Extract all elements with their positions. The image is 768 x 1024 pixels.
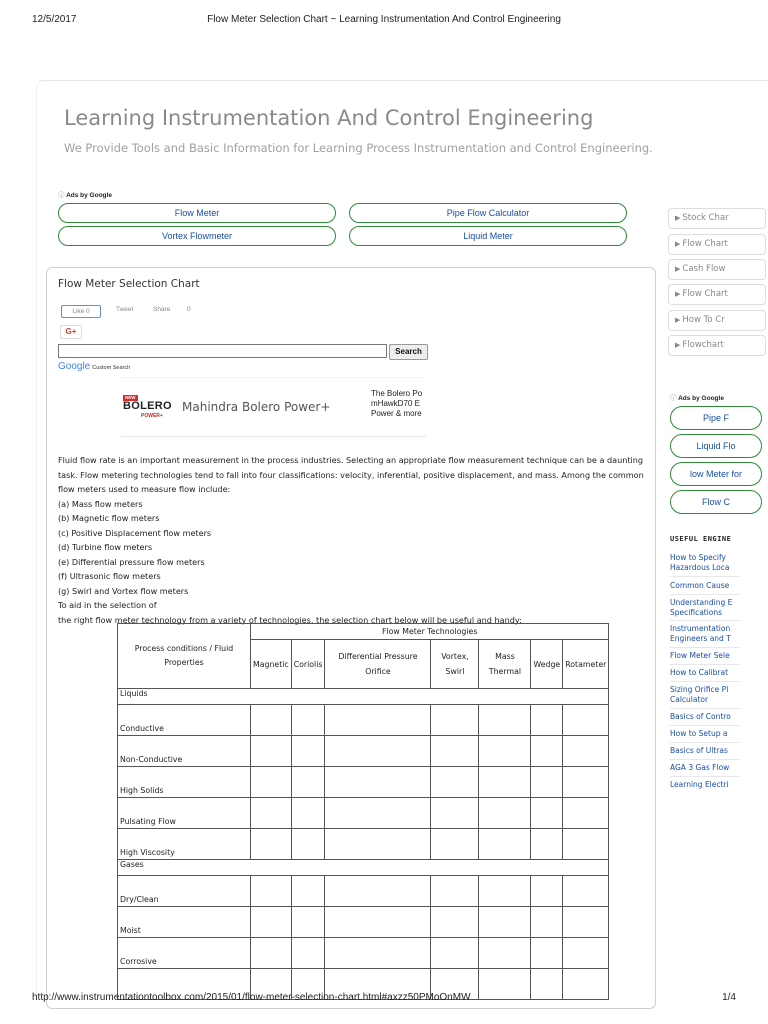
google-logo-icon: Google bbox=[58, 361, 91, 372]
divider bbox=[670, 759, 740, 760]
print-page-title: Flow Meter Selection Chart ~ Learning Instrumentation And Control Engineering bbox=[207, 14, 561, 25]
condition-cell: Pulsating Flow bbox=[118, 798, 251, 829]
ad-body-line: mHawkD70 E bbox=[371, 399, 420, 408]
sidebar-ad-link-4[interactable]: Flow C bbox=[670, 490, 762, 514]
sidebar-ad-link-1[interactable]: Pipe F bbox=[670, 406, 762, 430]
useful-link-line: Instrumentation bbox=[670, 624, 731, 633]
divider bbox=[670, 576, 740, 577]
divider bbox=[670, 776, 740, 777]
ad-new-badge: NEW bbox=[125, 395, 136, 400]
print-url: http://www.instrumentationtoolbox.com/2015/01/flow-meter-selection-chart.html#axzz50PMoOnMW bbox=[32, 992, 471, 1003]
search-input[interactable] bbox=[58, 344, 387, 358]
useful-engineering-heading: USEFUL ENGINE bbox=[670, 535, 732, 543]
ad-logo-sub: POWER+ bbox=[141, 413, 163, 419]
useful-link[interactable] bbox=[670, 598, 740, 618]
table-row bbox=[118, 907, 609, 938]
ad-info-icon: ⓘ bbox=[58, 192, 65, 199]
ad-link-liquid-meter[interactable]: Liquid Meter bbox=[349, 226, 627, 246]
ad-logo-brand: BOLERO bbox=[123, 400, 172, 412]
google-custom-search-logo bbox=[58, 361, 130, 372]
divider bbox=[670, 664, 740, 665]
sidebar-link-label: Stock Char bbox=[682, 213, 729, 223]
condition-cell: High Viscosity bbox=[118, 829, 251, 860]
useful-link-line: Basics of Contro bbox=[670, 712, 731, 721]
table-row bbox=[118, 938, 609, 969]
blog-description: We Provide Tools and Basic Information for Learning Process Instrumentation and Control Engineering. bbox=[64, 141, 653, 155]
condition-cell: Conductive bbox=[118, 705, 251, 736]
useful-link[interactable] bbox=[670, 553, 740, 573]
ads-label-text: Ads by Google bbox=[66, 192, 112, 199]
useful-link-line: Flow Meter Sele bbox=[670, 651, 730, 660]
useful-link[interactable] bbox=[670, 712, 740, 722]
table-corner-header: Process conditions / Fluid Properties bbox=[118, 624, 251, 689]
ad-banner[interactable] bbox=[121, 377, 426, 437]
sidebar-ads-by-google-label[interactable] bbox=[670, 393, 724, 402]
table-group-header: Flow Meter Technologies bbox=[251, 624, 609, 640]
outro-line-2: the right flow meter technology from a variety of technologies, the selection chart below will be useful and handy: bbox=[58, 614, 522, 625]
ad-link-flow-meter[interactable]: Flow Meter bbox=[58, 203, 336, 223]
useful-link[interactable] bbox=[670, 651, 740, 661]
ad-link-vortex-flowmeter[interactable]: Vortex Flowmeter bbox=[58, 226, 336, 246]
useful-link-line: How to Calibrat bbox=[670, 668, 729, 677]
sidebar-link-3[interactable] bbox=[668, 259, 766, 280]
useful-link-line: Understanding E bbox=[670, 598, 733, 607]
print-page-number: 1/4 bbox=[722, 992, 736, 1003]
condition-cell: Moist bbox=[118, 907, 251, 938]
condition-cell: High Solids bbox=[118, 767, 251, 798]
column-header: Differential Pressure Orifice bbox=[325, 640, 431, 689]
useful-link-line: Sizing Orifice Pl bbox=[670, 685, 729, 694]
sidebar-ad-link-3[interactable]: low Meter for bbox=[670, 462, 762, 486]
list-item: (e) Differential pressure flow meters bbox=[58, 556, 205, 567]
useful-link-line: Common Cause bbox=[670, 581, 730, 590]
useful-link[interactable] bbox=[670, 729, 740, 739]
divider bbox=[670, 647, 740, 648]
condition-cell: Non-Conductive bbox=[118, 736, 251, 767]
flow-meter-list bbox=[58, 497, 648, 599]
share-count: 0 bbox=[187, 306, 191, 313]
useful-link-line: Calculator bbox=[670, 695, 709, 704]
print-footer bbox=[0, 992, 768, 1010]
sidebar-link-label: Flow Chart bbox=[682, 289, 728, 299]
sidebar-link-label: Flowchart bbox=[682, 340, 724, 350]
column-header: Rotameter bbox=[563, 640, 609, 689]
ads-label-text: Ads by Google bbox=[678, 395, 724, 402]
useful-link-line: Hazardous Loca bbox=[670, 563, 730, 572]
column-header: Wedge bbox=[531, 640, 563, 689]
divider bbox=[670, 620, 740, 621]
print-header bbox=[0, 14, 768, 32]
ad-headline[interactable]: Mahindra Bolero Power+ bbox=[182, 400, 331, 414]
list-item: (d) Turbine flow meters bbox=[58, 542, 153, 552]
list-item: (a) Mass flow meters bbox=[58, 498, 143, 509]
useful-link-line: AGA 3 Gas Flow bbox=[670, 763, 730, 772]
custom-search-label: Custom Search bbox=[92, 365, 131, 371]
sidebar-link-label: Flow Chart bbox=[682, 239, 728, 249]
tweet-button[interactable]: Tweet bbox=[116, 306, 134, 313]
divider bbox=[670, 681, 740, 682]
useful-link-line: Learning Electri bbox=[670, 780, 729, 789]
useful-link-line: How to Specify bbox=[670, 553, 726, 562]
divider bbox=[670, 725, 740, 726]
selection-table bbox=[117, 623, 609, 1000]
blog-title[interactable]: Learning Instrumentation And Control Engineering bbox=[64, 106, 594, 130]
print-date: 12/5/2017 bbox=[32, 14, 77, 25]
useful-link[interactable] bbox=[670, 685, 740, 705]
sidebar-link-label: How To Cr bbox=[682, 315, 725, 325]
play-arrow-icon: ▶ bbox=[675, 341, 681, 349]
facebook-like-button[interactable]: Like 0 bbox=[61, 305, 101, 318]
list-item: (b) Magnetic flow meters bbox=[58, 513, 160, 523]
search-button[interactable]: Search bbox=[389, 344, 428, 360]
column-header: Coriolis bbox=[291, 640, 325, 689]
google-plus-button[interactable]: G+ bbox=[60, 325, 82, 339]
table-row bbox=[118, 767, 609, 798]
sidebar-link-label: Cash Flow bbox=[682, 264, 726, 274]
table-row bbox=[118, 736, 609, 767]
sidebar-ad-link-2[interactable]: Liquid Flo bbox=[670, 434, 762, 458]
post-title[interactable]: Flow Meter Selection Chart bbox=[58, 278, 200, 290]
useful-link[interactable] bbox=[670, 746, 740, 756]
divider bbox=[670, 594, 740, 595]
table-row bbox=[118, 876, 609, 907]
table-row bbox=[118, 705, 609, 736]
play-arrow-icon: ▶ bbox=[675, 265, 681, 273]
table-section-header: Gases bbox=[118, 860, 609, 876]
sidebar-link-4[interactable] bbox=[668, 284, 766, 305]
condition-cell: Dry/Clean bbox=[118, 876, 251, 907]
useful-link-line: Basics of Ultras bbox=[670, 746, 728, 755]
intro-paragraph: Fluid flow rate is an important measurement in the process industries. Selecting an appropriate flow measurement technique can be a daunting task. Flow metering technologies tend to fall into four classifications: velocity, inferential, positive displacement, and mass. Among the common flow meters used to measure flow include: bbox=[58, 455, 644, 494]
column-header: Vortex, Swirl bbox=[431, 640, 479, 689]
column-header: Magnetic bbox=[251, 640, 292, 689]
column-header: Mass Thermal bbox=[479, 640, 531, 689]
table-row bbox=[118, 798, 609, 829]
ads-by-google-label[interactable] bbox=[58, 190, 112, 199]
list-item: (c) Positive Displacement flow meters bbox=[58, 527, 212, 538]
sidebar-link-2[interactable] bbox=[668, 234, 766, 255]
share-button[interactable]: Share bbox=[153, 306, 171, 313]
useful-link-line: How to Setup a bbox=[670, 729, 728, 738]
useful-link[interactable] bbox=[670, 624, 740, 644]
outro-line-1: To aid in the selection of bbox=[58, 600, 157, 610]
table-row bbox=[118, 829, 609, 860]
ad-link-pipe-flow-calculator[interactable]: Pipe Flow Calculator bbox=[349, 203, 627, 223]
ad-body bbox=[371, 389, 426, 419]
post-body bbox=[58, 453, 648, 627]
ad-body-line: Power & more bbox=[371, 409, 422, 418]
play-arrow-icon: ▶ bbox=[675, 316, 681, 324]
play-arrow-icon: ▶ bbox=[675, 240, 681, 248]
list-item: (f) Ultrasonic flow meters bbox=[58, 571, 161, 581]
sidebar-link-1[interactable] bbox=[668, 208, 766, 229]
divider bbox=[670, 742, 740, 743]
table-section-header: Liquids bbox=[118, 689, 609, 705]
useful-link[interactable] bbox=[670, 581, 740, 591]
divider bbox=[670, 708, 740, 709]
play-arrow-icon: ▶ bbox=[675, 214, 681, 222]
condition-cell: Corrosive bbox=[118, 938, 251, 969]
useful-link-line: Specifications bbox=[670, 608, 723, 617]
list-item: (g) Swirl and Vortex flow meters bbox=[58, 585, 189, 596]
ad-body-line: The Bolero Po bbox=[371, 389, 423, 398]
useful-link[interactable] bbox=[670, 668, 740, 678]
ad-info-icon: ⓘ bbox=[670, 395, 677, 402]
useful-link[interactable] bbox=[670, 763, 740, 773]
play-arrow-icon: ▶ bbox=[675, 290, 681, 298]
sidebar-link-5[interactable] bbox=[668, 310, 766, 331]
sidebar-link-6[interactable] bbox=[668, 335, 766, 356]
useful-link-line: Engineers and T bbox=[670, 634, 731, 643]
useful-link[interactable] bbox=[670, 780, 740, 790]
